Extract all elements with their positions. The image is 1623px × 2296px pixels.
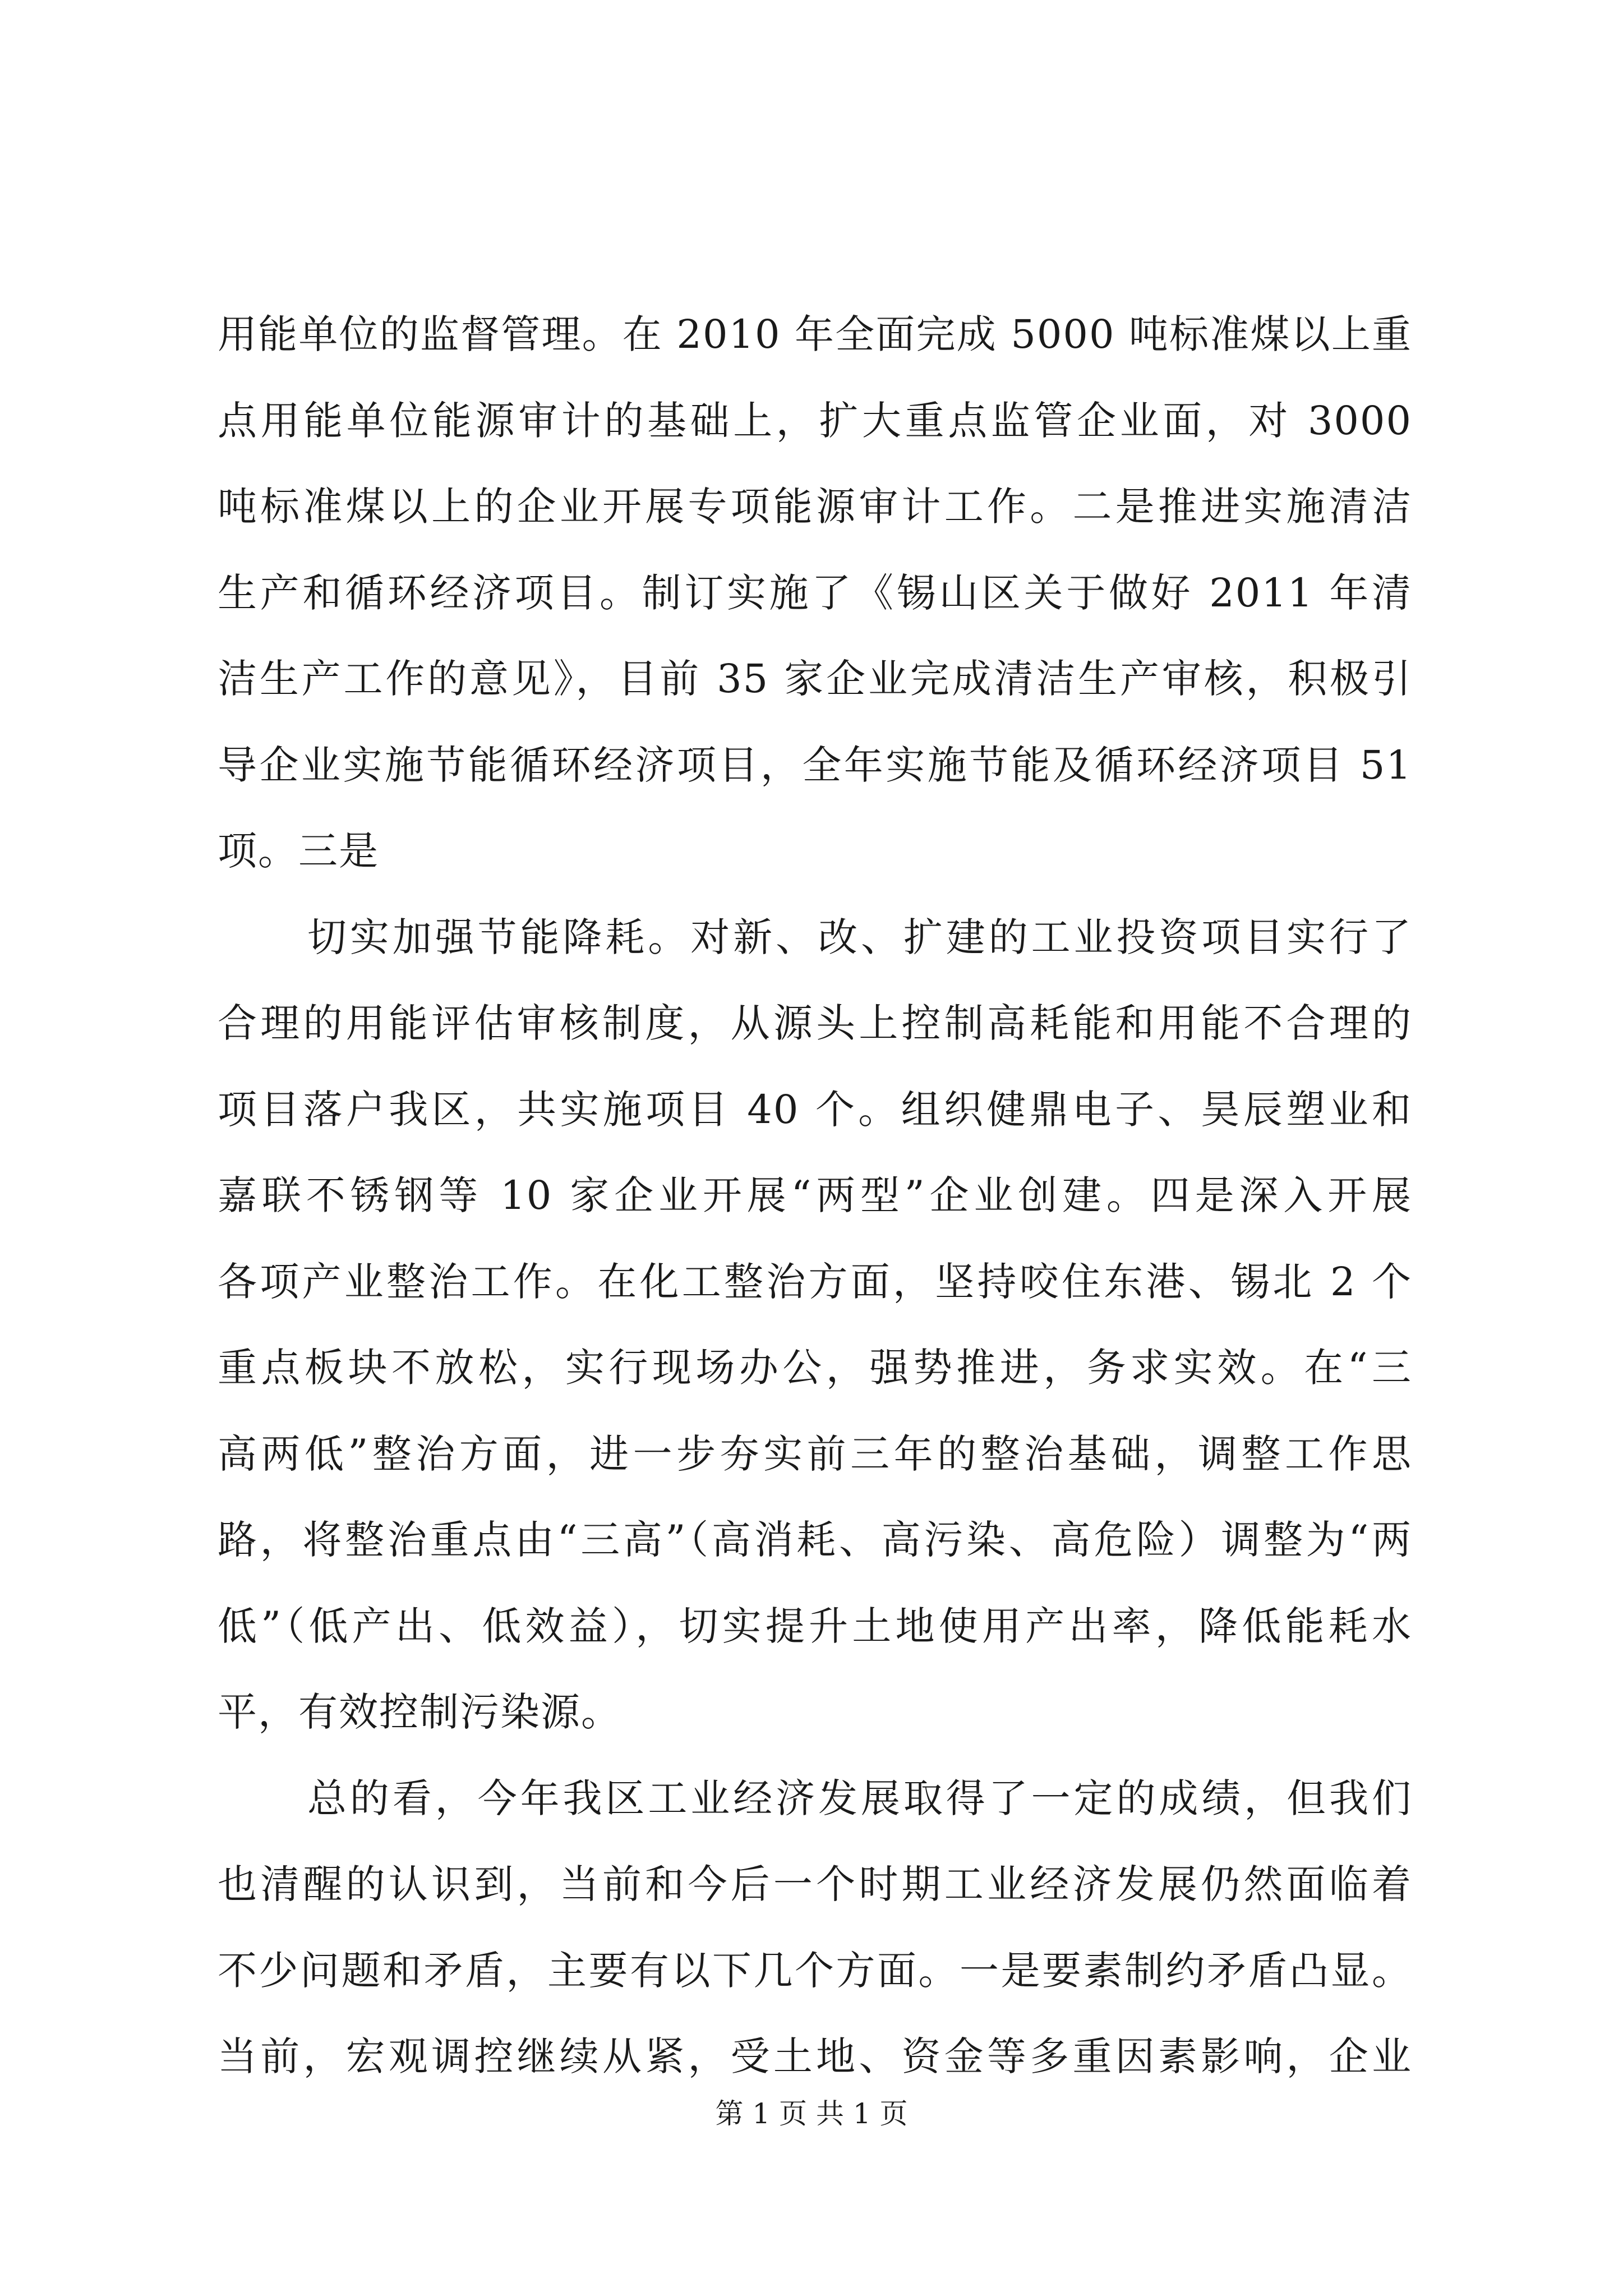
text-line: 高两低”整治方面，进一步夯实前三年的整治基础，调整工作思 [218, 1430, 1412, 1477]
text-line: 用能单位的监督管理。在 2010 年全面完成 5000 吨标准煤以上重 [218, 311, 1412, 357]
text-line: 项。三是 [218, 828, 379, 874]
text-line: 各项产业整治工作。在化工整治方面，坚持咬住东港、锡北 2 个 [218, 1258, 1412, 1305]
text-line: 吨标准煤以上的企业开展专项能源审计工作。二是推进实施清洁 [218, 484, 1412, 530]
text-line: 嘉联不锈钢等 10 家企业开展“两型”企业创建。四是深入开展 [218, 1172, 1412, 1218]
text-line: 不少问题和矛盾，主要有以下几个方面。一是要素制约矛盾凸显。 [218, 1947, 1412, 1994]
text-line: 平，有效控制污染源。 [218, 1689, 621, 1735]
paragraph-first-line: 总的看，今年我区工业经济发展取得了一定的成绩，但我们 [307, 1775, 1412, 1821]
text-line: 洁生产工作的意见》，目前 35 家企业完成清洁生产审核，积极引 [218, 656, 1412, 702]
text-line: 重点板块不放松，实行现场办公，强势推进，务求实效。在“三 [218, 1345, 1412, 1391]
page-footer: 第 1 页 共 1 页 [715, 2097, 908, 2130]
text-line: 生产和循环经济项目。制订实施了《锡山区关于做好 2011 年清 [218, 569, 1412, 616]
body-text [218, 292, 1412, 2100]
text-line: 低”（低产出、低效益），切实提升土地使用产出率，降低能耗水 [218, 1603, 1412, 1649]
text-line: 项目落户我区，共实施项目 40 个。组织健鼎电子、昊辰塑业和 [218, 1086, 1412, 1133]
text-line: 当前，宏观调控继续从紧，受土地、资金等多重因素影响，企业 [218, 2033, 1412, 2079]
text-line: 合理的用能评估审核制度，从源头上控制高耗能和用能不合理的 [218, 1000, 1412, 1046]
text-line: 导企业实施节能循环经济项目，全年实施节能及循环经济项目 51 [218, 742, 1412, 788]
text-line: 点用能单位能源审计的基础上，扩大重点监管企业面，对 3000 [218, 397, 1412, 444]
text-line: 路，将整治重点由“三高”（高消耗、高污染、高危险）调整为“两 [218, 1517, 1412, 1563]
paragraph-first-line: 切实加强节能降耗。对新、改、扩建的工业投资项目实行了 [307, 914, 1412, 960]
text-line: 也清醒的认识到，当前和今后一个时期工业经济发展仍然面临着 [218, 1861, 1412, 1907]
